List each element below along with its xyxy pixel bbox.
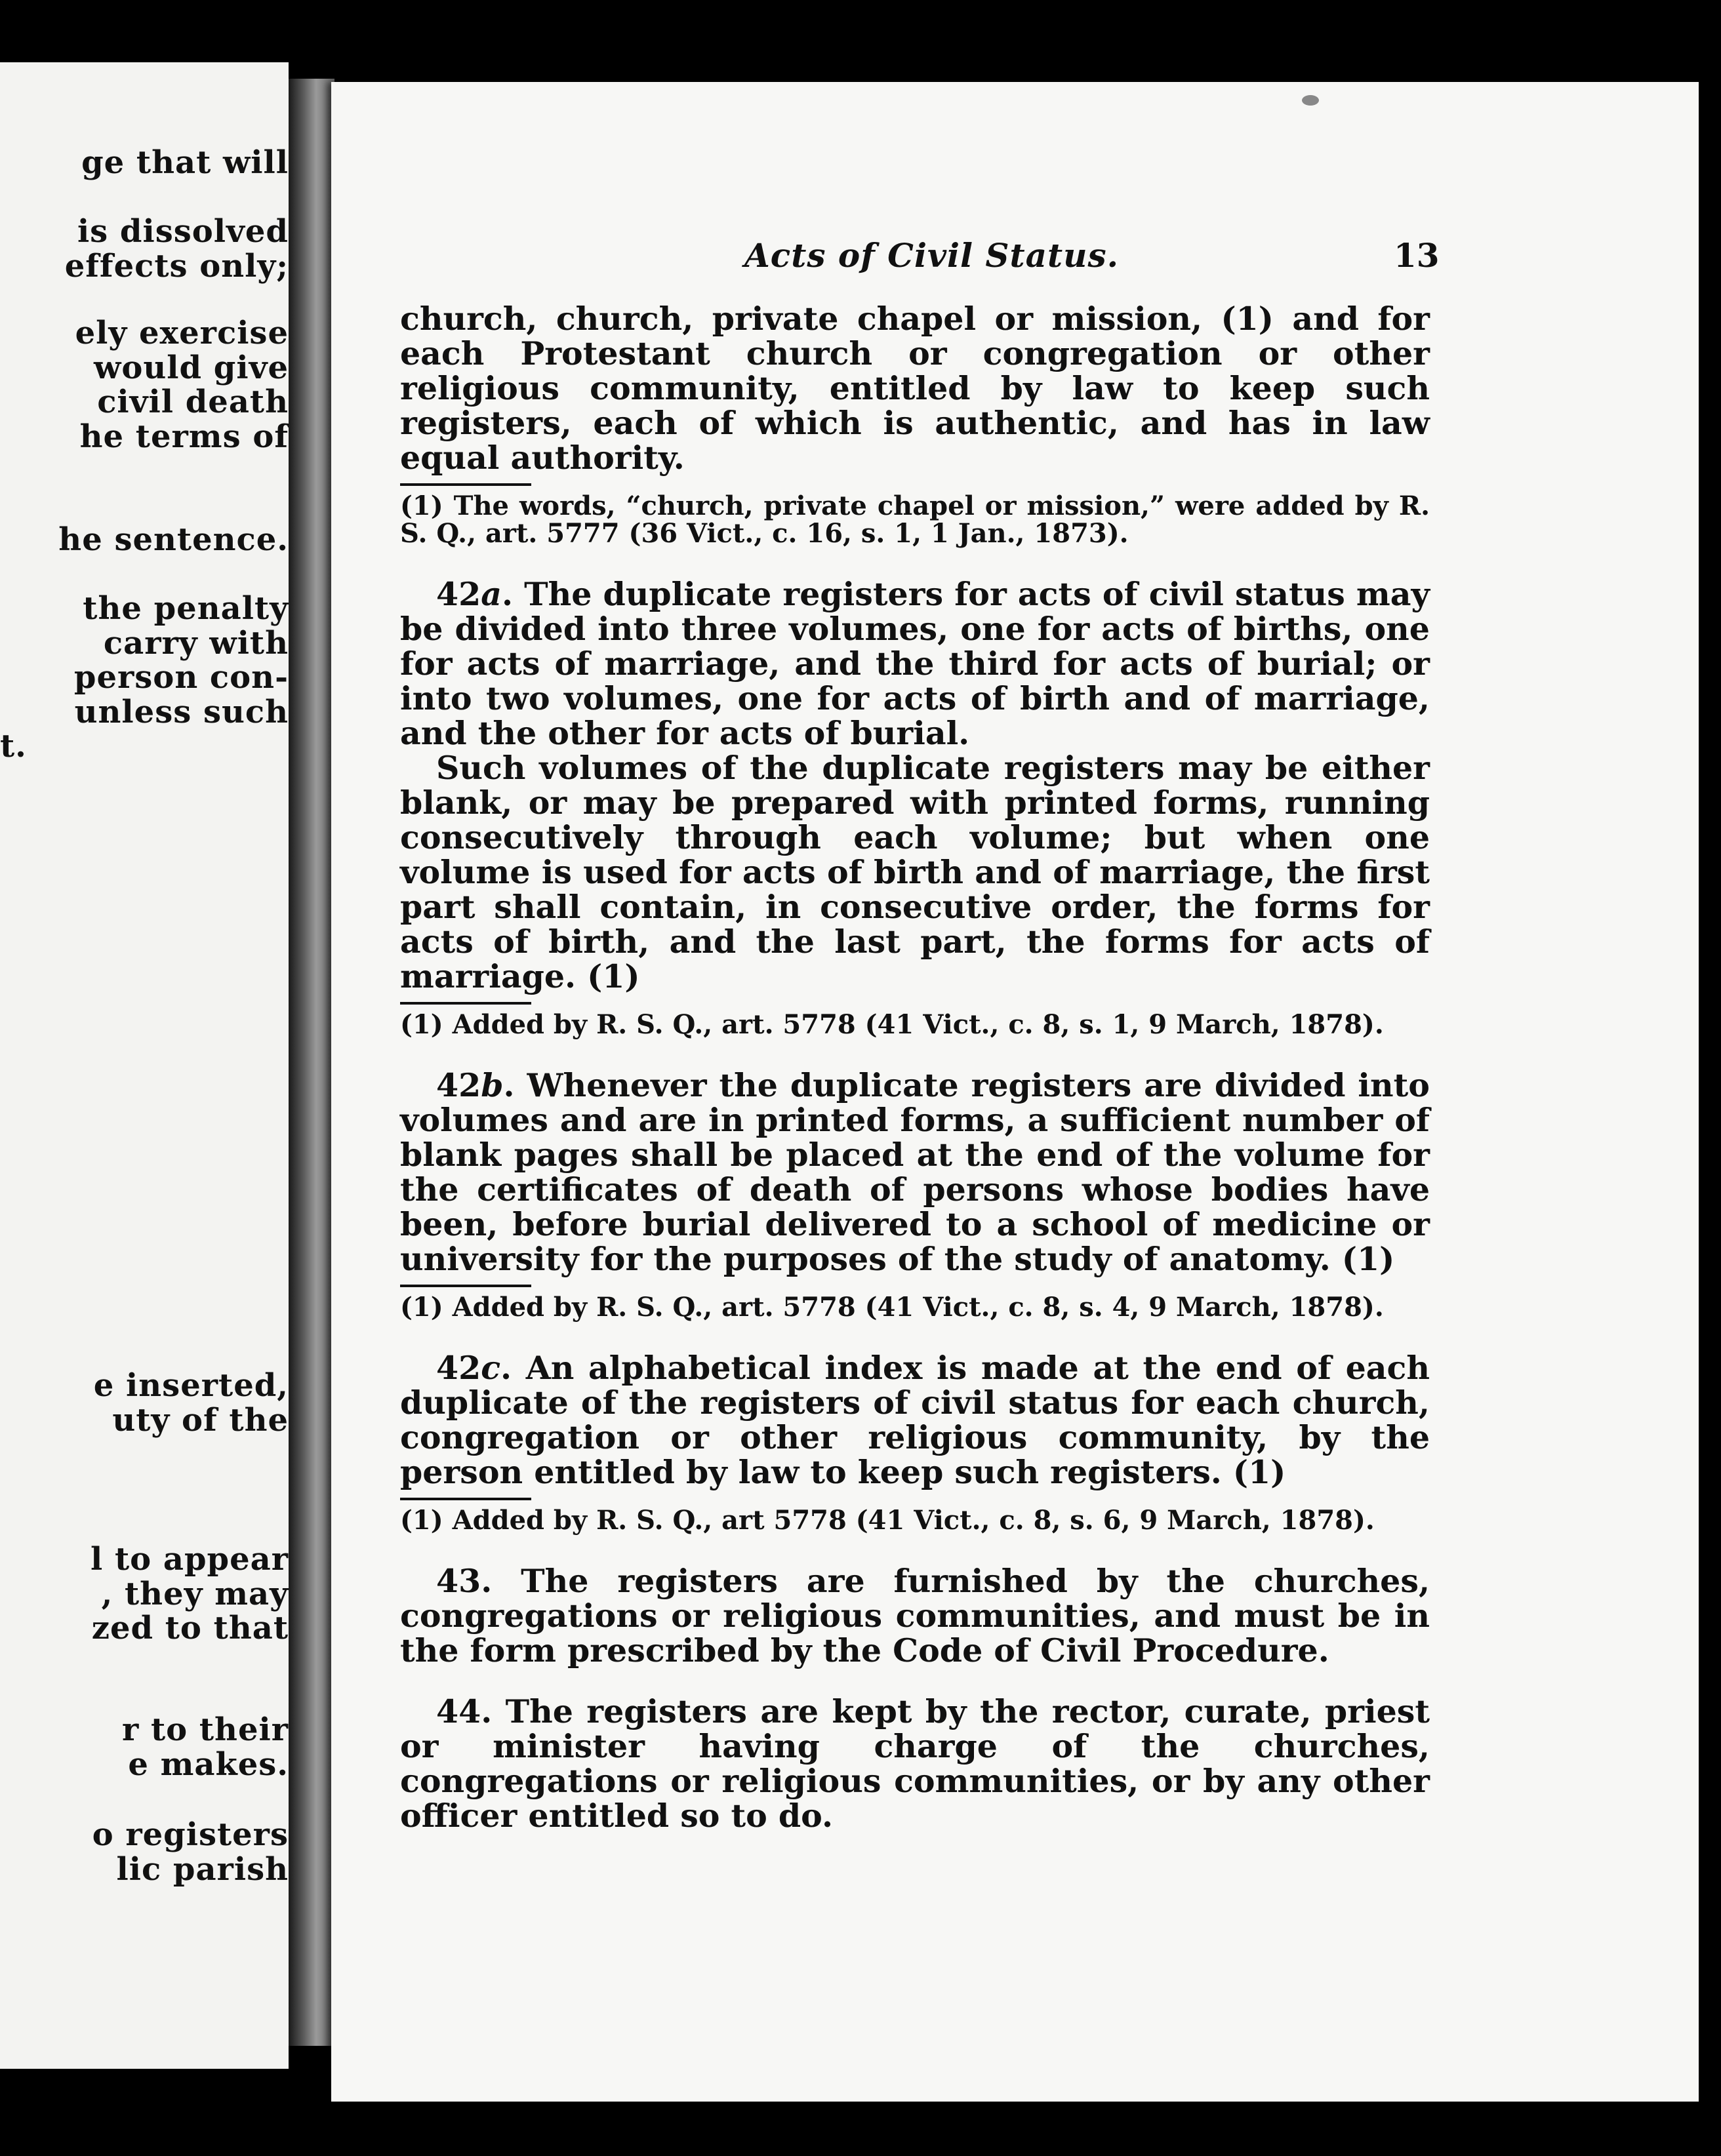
ink-smudge [1302,95,1319,106]
right-page [331,82,1699,2102]
footnote-rule [400,1285,531,1287]
left-page [0,62,289,2069]
left-fragment: e inserted, [93,1367,289,1404]
left-fragment: o registers [92,1816,289,1853]
footnote-rule [400,1498,531,1500]
article-42b [400,1068,1430,1277]
left-fragment: the penalty [83,590,289,627]
footnote: (1) Added by R. S. Q., art. 5778 (41 Vict., c. 8, s. 1, 9 March, 1878). [400,1009,1384,1040]
left-fragment: uty of the [112,1402,289,1439]
left-fragment: r to their [121,1711,289,1748]
article-number: 42 [436,575,481,613]
article-42a-second-paragraph: Such volumes of the duplicate registers may be either blank, or may be prepared with printed forms, running consecutively through each volume; but when one volume is used for acts of birth and of marriage, the first part shall contain, in consecutive order, the forms for acts of birth, and the last part, the forms for acts of marriage. (1) [400,749,1430,995]
article-number: 44 [436,1692,481,1730]
left-fragment: e makes. [128,1746,289,1783]
article-suffix: c [481,1349,501,1387]
article-suffix: a [481,575,502,613]
left-fragment: l to appear [91,1541,289,1578]
left-fragment: ge that will [81,144,289,181]
left-fragment: he sentence. [58,521,289,558]
article-number: 43 [436,1562,481,1600]
article-text: . The registers are furnished by the churches, congregations or religious communities, and must be in the form prescribed by the Code of Civil Procedure. [400,1562,1430,1669]
book-gutter [289,79,334,2046]
left-fragment: unless such [74,694,289,730]
footnote: (1) Added by R. S. Q., art. 5778 (41 Vict., c. 8, s. 4, 9 March, 1878). [400,1292,1384,1323]
article-number: 42 [436,1349,481,1387]
left-fragment: civil death [97,384,289,420]
left-fragment: person con- [73,659,289,696]
left-fragment: effects only; [64,248,289,285]
article-text: . The duplicate registers for acts of civil status may be divided into three volumes, one for acts of births, one for acts of marriage, and the third for acts of burial; or into two volumes, one for acts of birth and of marriage, and the other for acts of burial. [400,575,1430,752]
left-fragment: carry with [103,625,289,662]
left-fragment: lic parish [116,1851,289,1888]
left-fragment: he terms of [79,418,289,455]
article-42a [400,577,1430,751]
running-title: Acts of Civil Status. [744,236,1119,275]
article-44 [400,1694,1430,1833]
article-suffix: b [481,1066,504,1104]
page-body [400,302,1430,1833]
left-fragment: , they may [101,1576,289,1612]
footnote: (1) The words, “church, private chapel or mission,” were added by R. S. Q., art. 5777 (36 Vict., c. 16, s. 1, 1 Jan., 1873). [400,490,1430,549]
page-number: 13 [1394,236,1440,275]
article-continuation-text: church, church, private chapel or mission, (1) and for each Protestant church or congregation or other religious community, entitled by law to keep such registers, each of which is authentic, and has in law equal authority. [400,300,1430,477]
article-43 [400,1564,1430,1668]
article-text: . An alphabetical index is made at the end of each duplicate of the registers of civil status for each church, congregation or other religious community, by the person entitled by law to keep such registers. (1) [400,1349,1430,1491]
article-number: 42 [436,1066,481,1104]
article-42c [400,1351,1430,1490]
footnote-rule [400,1002,531,1005]
left-fragment: would give [94,349,289,386]
article-text: . Whenever the duplicate registers are divided into volumes and are in printed forms, a sufficient number of blank pages shall be placed at the end of the volume for the certificates of death of persons whose bodies have been, before burial delivered to a school of medicine or university for the purposes of the study of anatomy. (1) [400,1066,1430,1278]
left-fragment: is dissolved [77,213,289,250]
left-fragment: zed to that [91,1610,289,1647]
footnote-rule [400,483,531,486]
article-text: . The registers are kept by the rector, curate, priest or minister having charge of the churches, congregations or religious communities, or by any other officer entitled so to do. [400,1692,1430,1835]
left-fragment: t. [0,728,27,765]
left-fragment: ely exercise [75,315,289,351]
footnote: (1) Added by R. S. Q., art 5778 (41 Vict., c. 8, s. 6, 9 March, 1878). [400,1505,1375,1536]
